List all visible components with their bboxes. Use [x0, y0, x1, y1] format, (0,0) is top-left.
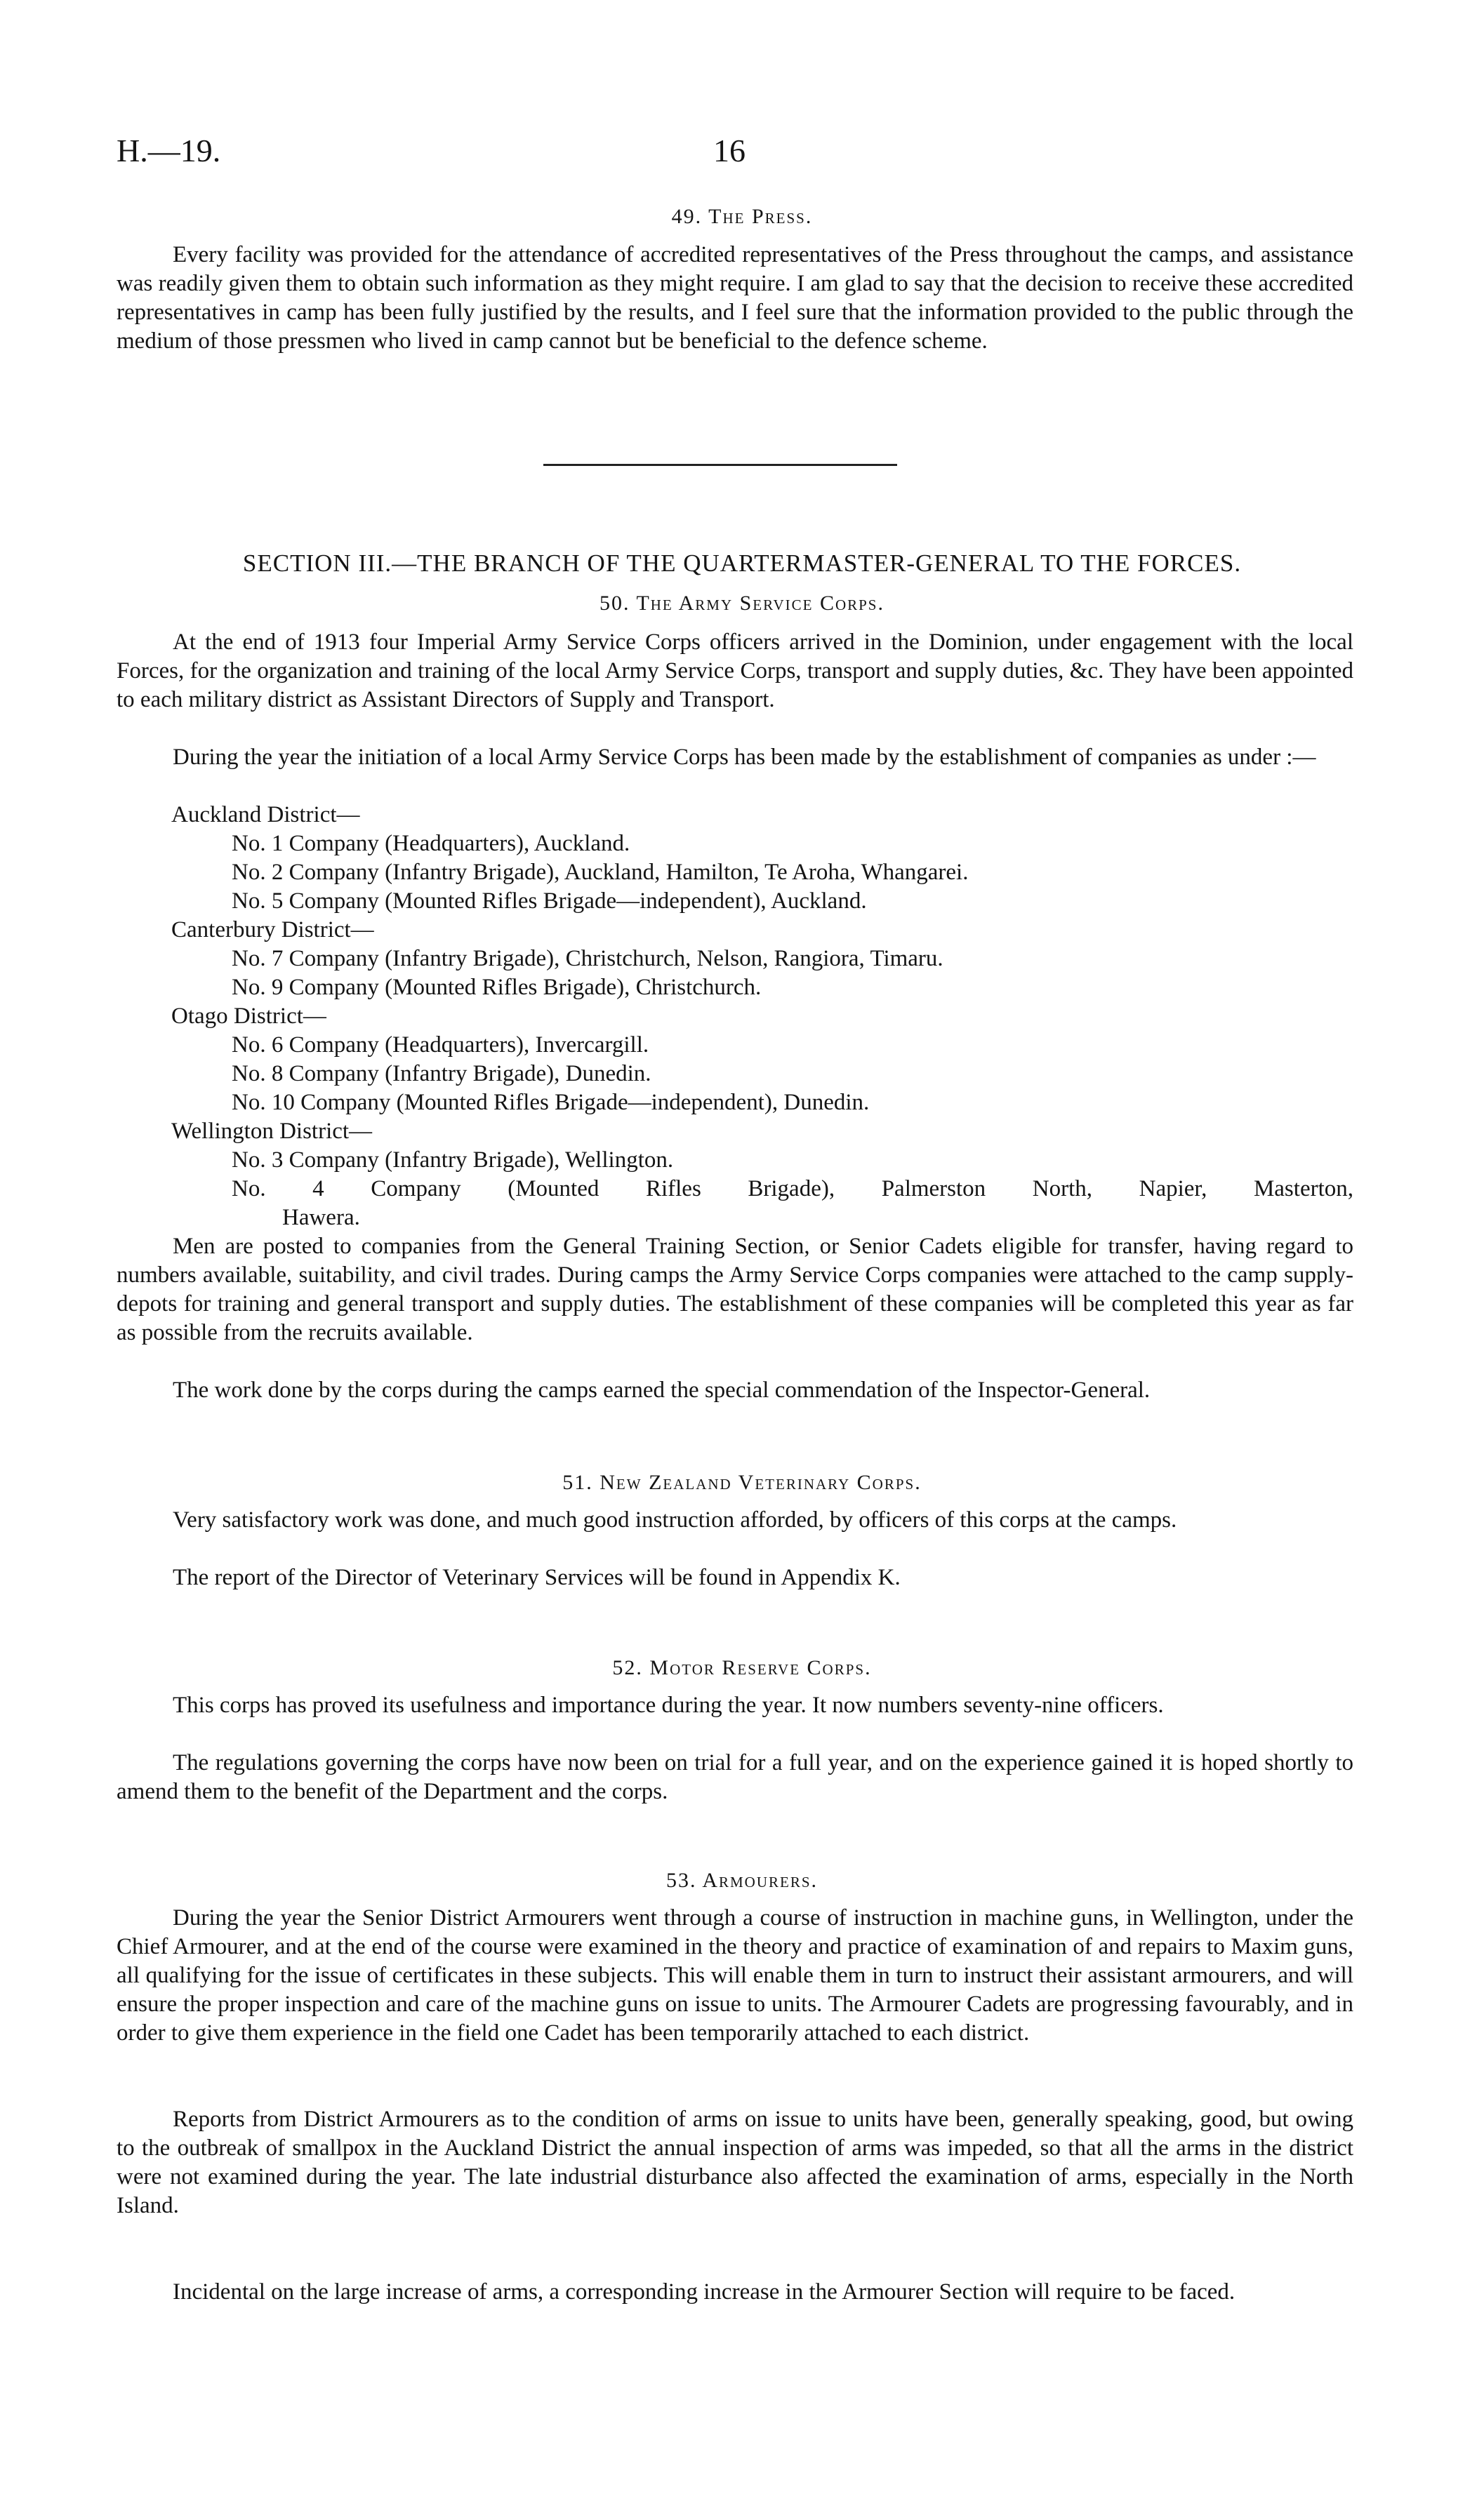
armourers-heading: 53. Armourers.	[665, 1869, 819, 1892]
company-list-item: No. 6 Company (Headquarters), Invercargill.	[232, 1032, 649, 1058]
armourers-paragraph-2: Reports from District Armourers as to the condition of arms on issue to units have been, generally speaking, good, but owing to the outbreak of smallpox in the Auckland District the annual inspection of arms was impeded, so that all the arms in the district were not examined during the year. The late industrial disturbance also affected the examination of arms, especially in the North Island.	[117, 2107, 1353, 2218]
asc-paragraph-2: During the year the initiation of a local Army Service Corps has been made by the establishment of companies as under :—	[173, 745, 1316, 770]
asc-heading: 50. The Army Service Corps.	[599, 592, 885, 615]
wellington-district: Wellington District—	[171, 1119, 373, 1144]
otago-district: Otago District—	[171, 1004, 326, 1029]
company-list-item: No. 5 Company (Mounted Rifles Brigade—independent), Auckland.	[232, 888, 867, 914]
motor-paragraph-2: The regulations governing the corps have now been on trial for a full year, and on the experience gained it is hoped shortly to amend them to the benefit of the Department and the corps.	[117, 1750, 1353, 1804]
company-list-item: No. 7 Company (Infantry Brigade), Christchurch, Nelson, Rangiora, Timaru.	[232, 946, 943, 971]
section-title: SECTION III.—THE BRANCH OF THE QUARTERMASTER-GENERAL TO THE FORCES.	[242, 549, 1242, 577]
company-list-item: No. 9 Company (Mounted Rifles Brigade), Christchurch.	[232, 975, 762, 1000]
section-divider	[543, 464, 897, 466]
auckland-district: Auckland District—	[171, 802, 360, 827]
asc-paragraph-1: At the end of 1913 four Imperial Army Service Corps officers arrived in the Dominion, under engagement with the local Forces, for the organization and training of the local Army Service Corps, transport and supply duties, &c. They have been appointed to each military district as Assistant Directors of Supply and Transport.	[117, 629, 1353, 712]
page-number: 16	[713, 133, 746, 168]
company-list-item: No. 3 Company (Infantry Brigade), Wellington.	[232, 1147, 674, 1173]
document-reference: H.—19.	[117, 133, 221, 168]
company-list-item: No. 8 Company (Infantry Brigade), Dunedin.	[232, 1061, 651, 1086]
asc-paragraph-4: The work done by the corps during the camps earned the special commendation of the Inspector-General.	[173, 1378, 1151, 1403]
armourers-paragraph-1: During the year the Senior District Armourers went through a course of instruction in machine guns, in Wellington, under the Chief Armourer, and at the end of the course were examined in the theory and practice of examination of and repairs to Maxim guns, all qualifying for the issue of certificates in these subjects. This will enable them in turn to instruct their assistant armourers, and will ensure the proper inspection and care of the machine guns on issue to units. The Armourer Cadets are progressing favourably, and in order to give them experience in the field one Cadet has been temporarily attached to each district.	[117, 1905, 1353, 2046]
press-heading: 49. The Press.	[671, 205, 813, 228]
vet-paragraph-1: Very satisfactory work was done, and much good instruction afforded, by officers of this corps at the camps.	[173, 1507, 1177, 1533]
company-list-item: No. 1 Company (Headquarters), Auckland.	[232, 831, 630, 856]
company-list-item: No. 2 Company (Infantry Brigade), Auckland, Hamilton, Te Aroha, Whangarei.	[232, 860, 969, 885]
asc-paragraph-3: Men are posted to companies from the General Training Section, or Senior Cadets eligible for transfer, having regard to numbers available, suitability, and civil trades. During camps the Army Service Corps companies were attached to the camp supply-depots for training and general transport and supply duties. The establishment of these companies will be completed this year as far as possible from the recruits available.	[117, 1234, 1353, 1345]
company-list-item: No. 10 Company (Mounted Rifles Brigade—independent), Dunedin.	[232, 1090, 870, 1115]
motor-heading: 52. Motor Reserve Corps.	[612, 1656, 872, 1679]
company-list-item: No. 4 Company (Mounted Rifles Brigade), Palmerston North, Napier, Masterton,	[232, 1176, 1353, 1201]
vet-heading: 51. New Zealand Veterinary Corps.	[562, 1471, 922, 1494]
canterbury-district: Canterbury District—	[171, 917, 374, 942]
press-paragraph: Every facility was provided for the attendance of accredited representatives of the Press throughout the camps, and assistance was readily given them to obtain such information as they might require. I am glad to say that the decision to receive these accredited representatives in camp has been fully justified by the results, and I feel sure that the information provided to the public through the medium of those pressmen who lived in camp cannot but be beneficial to the defence scheme.	[117, 242, 1353, 354]
company-list-item-continuation: Hawera.	[282, 1205, 360, 1230]
vet-paragraph-2: The report of the Director of Veterinary Services will be found in Appendix K.	[173, 1565, 901, 1590]
motor-paragraph-1: This corps has proved its usefulness and importance during the year. It now numbers seventy-nine officers.	[173, 1693, 1164, 1718]
armourers-paragraph-3: Incidental on the large increase of arms, a corresponding increase in the Armourer Section will require to be faced.	[173, 2279, 1235, 2305]
